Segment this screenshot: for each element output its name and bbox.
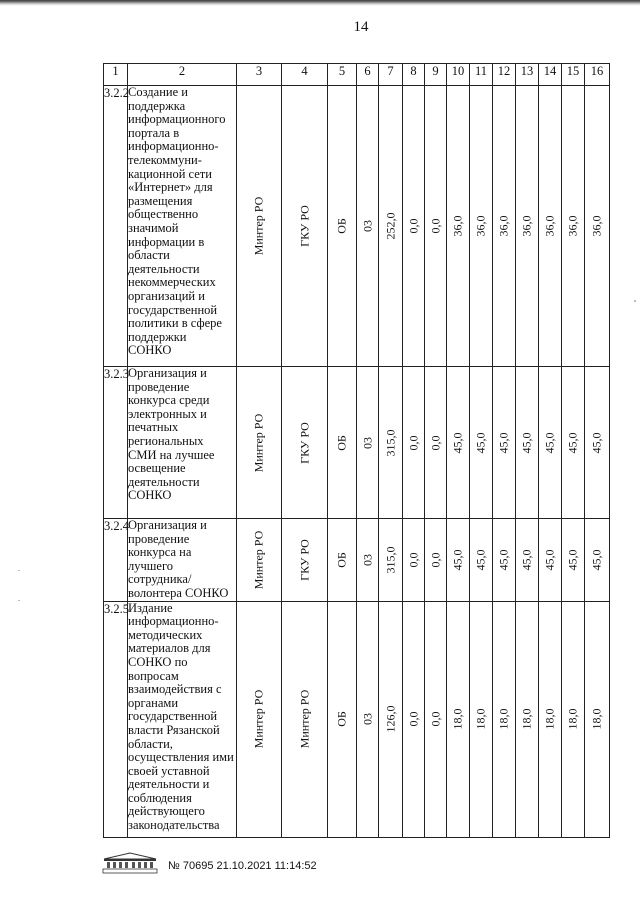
item-name-line: деятельности и bbox=[128, 777, 210, 792]
amount-col-10: 45,0 bbox=[450, 432, 465, 453]
total-amount-cell bbox=[379, 519, 403, 602]
amount-col-15-cell bbox=[562, 86, 585, 367]
item-name bbox=[128, 86, 237, 367]
item-number: 3.2.2 bbox=[104, 86, 128, 367]
header-cell: 15 bbox=[562, 64, 585, 86]
item-number: 3.2.4 bbox=[104, 519, 128, 602]
responsible-executor: Минтер РО bbox=[251, 413, 266, 472]
amount-col-14: 36,0 bbox=[542, 215, 557, 237]
header-cell: 4 bbox=[282, 64, 328, 86]
item-name-line: СМИ на лучшее bbox=[128, 447, 215, 462]
item-name-line: политики в сфере bbox=[128, 316, 222, 331]
responsible-executor: Минтер РО bbox=[251, 530, 266, 590]
total-amount: 315,0 bbox=[383, 429, 397, 456]
amount-col-11-cell bbox=[470, 367, 493, 519]
budget-code-cell bbox=[357, 519, 379, 602]
amount-col-13-cell bbox=[516, 86, 539, 367]
amount-col-9-cell bbox=[425, 367, 447, 519]
item-name-line: поддержки bbox=[128, 329, 187, 344]
funding-source-cell bbox=[328, 519, 357, 602]
amount-col-13: 18,0 bbox=[519, 708, 534, 730]
item-name-line: государственной bbox=[128, 709, 218, 724]
amount-col-10: 45,0 bbox=[450, 549, 465, 571]
amount-col-10-cell bbox=[447, 86, 470, 367]
item-name-line: Издание bbox=[128, 600, 173, 615]
header-cell: 5 bbox=[328, 64, 357, 86]
responsible-executor-cell bbox=[237, 86, 282, 367]
amount-col-15-cell bbox=[562, 601, 585, 837]
responsible-executor: Минтер РО bbox=[251, 689, 266, 749]
amount-col-8: 0,0 bbox=[406, 552, 420, 568]
item-name-line: соблюдения bbox=[128, 790, 192, 805]
amount-col-14: 18,0 bbox=[542, 708, 557, 730]
funding-source: ОБ bbox=[334, 218, 349, 234]
amount-col-13-cell bbox=[516, 367, 539, 519]
co-executor-cell bbox=[282, 519, 328, 602]
amount-col-14: 45,0 bbox=[542, 549, 557, 571]
amount-col-15-cell bbox=[562, 367, 585, 519]
item-name-line: телекоммуни- bbox=[128, 152, 202, 167]
table-row bbox=[104, 519, 610, 602]
header-cell: 8 bbox=[403, 64, 425, 86]
amount-col-16-cell bbox=[585, 367, 610, 519]
amount-col-16: 45,0 bbox=[589, 549, 604, 571]
total-amount-cell bbox=[379, 367, 403, 519]
amount-col-8: 0,0 bbox=[406, 218, 420, 234]
co-executor-cell bbox=[282, 367, 328, 519]
budget-code-cell bbox=[357, 86, 379, 367]
item-name-line: освещение bbox=[128, 461, 186, 476]
item-name-line: деятельности bbox=[128, 474, 200, 489]
table-row bbox=[104, 601, 610, 837]
budget-code: 03 bbox=[360, 713, 374, 726]
funding-source-cell bbox=[328, 367, 357, 519]
item-name-line: печатных bbox=[128, 420, 179, 435]
responsible-executor: Минтер РО bbox=[251, 196, 266, 256]
amount-col-10: 36,0 bbox=[450, 215, 465, 237]
amount-col-11-cell bbox=[470, 86, 493, 367]
amount-col-8-cell bbox=[403, 601, 425, 837]
amount-col-16-cell bbox=[585, 519, 610, 602]
budget-table bbox=[103, 63, 610, 838]
table-body bbox=[104, 64, 610, 838]
funding-source: ОБ bbox=[334, 552, 349, 568]
responsible-executor-cell bbox=[237, 519, 282, 602]
total-amount: 315,0 bbox=[383, 546, 397, 574]
item-name-line: вопросам bbox=[128, 668, 179, 683]
item-name-line: СОНКО по bbox=[128, 654, 188, 669]
amount-col-12-cell bbox=[493, 86, 516, 367]
amount-col-10-cell bbox=[447, 519, 470, 602]
header-cell: 3 bbox=[237, 64, 282, 86]
amount-col-12: 18,0 bbox=[496, 708, 511, 730]
co-executor: ГКУ РО bbox=[297, 205, 311, 247]
item-name bbox=[128, 601, 237, 837]
item-number: 3.2.5 bbox=[104, 601, 128, 837]
item-number: 3.2.3 bbox=[104, 367, 128, 519]
item-name-line: своей уставной bbox=[128, 763, 210, 778]
amount-col-8-cell bbox=[403, 367, 425, 519]
item-name-line: взаимодействия с bbox=[128, 682, 222, 697]
item-name-line: проведение bbox=[128, 379, 190, 394]
item-name bbox=[128, 519, 237, 602]
scan-speck bbox=[634, 300, 636, 302]
amount-col-16-cell bbox=[585, 601, 610, 837]
budget-code-cell bbox=[357, 367, 379, 519]
item-name-line: кационной сети bbox=[128, 166, 212, 181]
amount-col-16: 36,0 bbox=[589, 215, 604, 237]
item-name-line: деятельности bbox=[128, 261, 200, 276]
item-name-line: области bbox=[128, 248, 170, 263]
amount-col-9-cell bbox=[425, 601, 447, 837]
item-name-line: сотрудника/ bbox=[128, 572, 192, 587]
item-name-line: организаций и bbox=[128, 288, 205, 303]
co-executor: Минтер РО bbox=[297, 689, 311, 749]
header-cell: 2 bbox=[128, 64, 237, 86]
scan-speck bbox=[18, 600, 20, 601]
header-cell: 12 bbox=[493, 64, 516, 86]
item-name-line: области, bbox=[128, 736, 173, 751]
item-name-line: лучшего bbox=[128, 558, 174, 573]
total-amount: 126,0 bbox=[383, 705, 397, 733]
item-name-line: «Интернет» для bbox=[128, 180, 213, 195]
amount-col-15-cell bbox=[562, 519, 585, 602]
item-name-line: значимой bbox=[128, 220, 179, 235]
header-cell: 14 bbox=[539, 64, 562, 86]
budget-code: 03 bbox=[360, 553, 374, 566]
item-name-line: СОНКО bbox=[128, 488, 172, 503]
item-name-line: информационно- bbox=[128, 139, 219, 154]
document-footer bbox=[100, 850, 400, 880]
item-name-line: осуществления ими bbox=[128, 750, 234, 765]
item-name-line: общественно bbox=[128, 207, 199, 222]
responsible-executor-cell bbox=[237, 601, 282, 837]
item-name-line: органами bbox=[128, 695, 179, 710]
co-executor: ГКУ РО bbox=[297, 421, 311, 464]
table-row bbox=[104, 367, 610, 519]
item-name-line: информационного bbox=[128, 112, 226, 127]
item-name-line: информации в bbox=[128, 234, 205, 249]
amount-col-11: 18,0 bbox=[473, 708, 488, 730]
amount-col-12-cell bbox=[493, 367, 516, 519]
header-row bbox=[104, 64, 610, 86]
amount-col-11: 45,0 bbox=[473, 549, 488, 571]
item-name-line: размещения bbox=[128, 193, 193, 208]
amount-col-15: 36,0 bbox=[565, 215, 580, 237]
item-name-line: волонтера СОНКО bbox=[128, 585, 229, 600]
header-cell: 13 bbox=[516, 64, 539, 86]
item-name-line: проведение bbox=[128, 531, 190, 546]
amount-col-12: 45,0 bbox=[496, 549, 511, 571]
amount-col-11: 36,0 bbox=[473, 215, 488, 237]
amount-col-14-cell bbox=[539, 367, 562, 519]
co-executor-cell bbox=[282, 86, 328, 367]
item-name-line: законодательства bbox=[128, 818, 220, 833]
amount-col-13-cell bbox=[516, 601, 539, 837]
total-amount: 252,0 bbox=[383, 212, 397, 240]
budget-code-cell bbox=[357, 601, 379, 837]
amount-col-12: 36,0 bbox=[496, 215, 511, 237]
amount-col-12-cell bbox=[493, 601, 516, 837]
item-name-line: методических bbox=[128, 627, 203, 642]
item-name-line: власти Рязанской bbox=[128, 722, 220, 737]
co-executor-cell bbox=[282, 601, 328, 837]
funding-source-cell bbox=[328, 86, 357, 367]
amount-col-15: 45,0 bbox=[565, 549, 580, 571]
item-name-line: Организация и bbox=[128, 518, 207, 532]
budget-code: 03 bbox=[360, 436, 374, 449]
item-name-line: информационно- bbox=[128, 614, 219, 629]
item-name-line: Создание и bbox=[128, 85, 188, 99]
amount-col-15: 18,0 bbox=[565, 708, 580, 730]
amount-col-10: 18,0 bbox=[450, 708, 465, 730]
item-name-line: государственной bbox=[128, 302, 218, 317]
item-name-line: региональных bbox=[128, 433, 204, 448]
amount-col-8: 0,0 bbox=[406, 435, 420, 450]
government-building-logo bbox=[100, 852, 160, 874]
amount-col-8: 0,0 bbox=[406, 711, 420, 727]
amount-col-9: 0,0 bbox=[428, 435, 442, 450]
amount-col-14-cell bbox=[539, 86, 562, 367]
amount-col-14: 45,0 bbox=[542, 432, 557, 453]
header-cell: 6 bbox=[357, 64, 379, 86]
item-name bbox=[128, 367, 237, 519]
header-cell: 7 bbox=[379, 64, 403, 86]
amount-col-14-cell bbox=[539, 519, 562, 602]
amount-col-8-cell bbox=[403, 86, 425, 367]
item-name-line: конкурса среди bbox=[128, 393, 210, 408]
amount-col-12-cell bbox=[493, 519, 516, 602]
item-name-line: действующего bbox=[128, 804, 205, 819]
amount-col-9-cell bbox=[425, 519, 447, 602]
amount-col-11-cell bbox=[470, 519, 493, 602]
scan-speck bbox=[18, 570, 20, 571]
item-name-line: материалов для bbox=[128, 641, 211, 656]
amount-col-13: 45,0 bbox=[519, 549, 534, 571]
amount-col-8-cell bbox=[403, 519, 425, 602]
amount-col-11: 45,0 bbox=[473, 432, 488, 453]
budget-code: 03 bbox=[360, 220, 374, 232]
item-name-line: электронных и bbox=[128, 406, 207, 421]
item-name-line: портала в bbox=[128, 125, 180, 140]
amount-col-10-cell bbox=[447, 601, 470, 837]
funding-source: ОБ bbox=[334, 434, 349, 451]
amount-col-9: 0,0 bbox=[428, 711, 442, 727]
header-cell: 11 bbox=[470, 64, 493, 86]
amount-col-16: 18,0 bbox=[589, 708, 604, 730]
header-cell: 1 bbox=[104, 64, 128, 86]
amount-col-16-cell bbox=[585, 86, 610, 367]
item-name-line: СОНКО bbox=[128, 343, 172, 358]
total-amount-cell bbox=[379, 86, 403, 367]
amount-col-10-cell bbox=[447, 367, 470, 519]
funding-source: ОБ bbox=[334, 711, 349, 727]
amount-col-13: 45,0 bbox=[519, 432, 534, 453]
header-cell: 10 bbox=[447, 64, 470, 86]
amount-col-9: 0,0 bbox=[428, 552, 442, 568]
amount-col-13: 36,0 bbox=[519, 215, 534, 237]
item-name-line: Организация и bbox=[128, 366, 207, 380]
header-cell: 9 bbox=[425, 64, 447, 86]
amount-col-9: 0,0 bbox=[428, 218, 442, 234]
funding-source-cell bbox=[328, 601, 357, 837]
amount-col-9-cell bbox=[425, 86, 447, 367]
amount-col-13-cell bbox=[516, 519, 539, 602]
amount-col-14-cell bbox=[539, 601, 562, 837]
co-executor: ГКУ РО bbox=[297, 538, 311, 581]
amount-col-16: 45,0 bbox=[589, 432, 604, 453]
table-row bbox=[104, 86, 610, 367]
amount-col-11-cell bbox=[470, 601, 493, 837]
item-name-line: конкурса на bbox=[128, 545, 192, 560]
responsible-executor-cell bbox=[237, 367, 282, 519]
item-name-line: некоммерческих bbox=[128, 275, 216, 290]
header-cell: 16 bbox=[585, 64, 610, 86]
document-registration-stamp: № 70695 21.10.2021 11:14:52 bbox=[168, 860, 317, 872]
page-number: 14 bbox=[353, 19, 369, 35]
total-amount-cell bbox=[379, 601, 403, 837]
scan-top-edge bbox=[0, 0, 640, 6]
amount-col-12: 45,0 bbox=[496, 432, 511, 453]
amount-col-15: 45,0 bbox=[565, 432, 580, 453]
item-name-line: поддержка bbox=[128, 98, 186, 113]
